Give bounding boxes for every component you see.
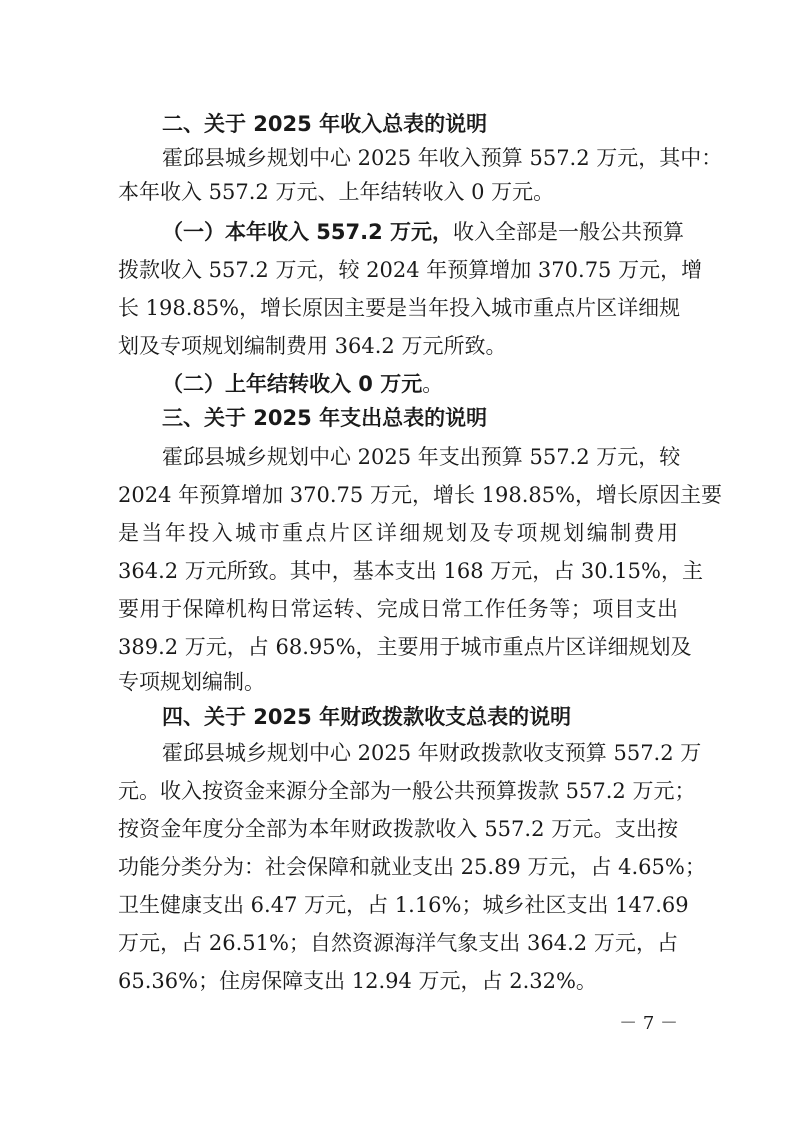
page-number: － 7 －	[619, 1013, 678, 1034]
paragraph-line: 要用于保障机构日常运转、完成日常工作任务等；项目支出	[118, 597, 678, 621]
paragraph-line: 本年收入 557.2 万元、上年结转收入 0 万元。	[118, 180, 555, 204]
paragraph-line: 长 198.85%，增长原因主要是当年投入城市重点片区详细规	[118, 296, 681, 320]
paragraph-line: 霍邱县城乡规划中心 2025 年收入预算 557.2 万元，其中：	[162, 146, 723, 170]
paragraph-text: 收入全部是一般公共预算	[453, 220, 685, 244]
paragraph-line: 2024 年预算增加 370.75 万元，增长 198.85%，增长原因主要	[118, 483, 723, 507]
subheading-current-year-income: （一）本年收入 557.2 万元，	[162, 220, 454, 244]
paragraph-line: 霍邱县城乡规划中心 2025 年支出预算 557.2 万元，较	[162, 445, 681, 469]
paragraph-line	[162, 367, 678, 401]
paragraph-line: 拨款收入 557.2 万元，较 2024 年预算增加 370.75 万元，增	[118, 258, 703, 282]
paragraph-line: 按资金年度分全部为本年财政拨款收入 557.2 万元。支出按	[118, 817, 678, 841]
paragraph-text: 。	[422, 372, 444, 396]
subheading-carryover-income: （二）上年结转收入 0 万元	[162, 372, 423, 396]
paragraph-line: 卫生健康支出 6.47 万元，占 1.16%；城乡社区支出 147.69	[118, 893, 689, 917]
paragraph-line: 划及专项规划编制费用 364.2 万元所致。	[118, 334, 507, 358]
paragraph-line: 专项规划编制。	[118, 670, 265, 694]
paragraph-line: 元。收入按资金来源分全部为一般公共预算拨款 557.2 万元；	[118, 779, 696, 803]
paragraph-line: 万元，占 26.51%；自然资源海洋气象支出 364.2 万元，占	[118, 931, 678, 955]
section-heading-expenditure-summary: 三、关于 2025 年支出总表的说明	[162, 406, 488, 430]
section-heading-fiscal-appropriation-summary: 四、关于 2025 年财政拨款收支总表的说明	[162, 705, 572, 729]
paragraph-line: 功能分类分为：社会保障和就业支出 25.89 万元，占 4.65%；	[118, 855, 706, 879]
paragraph-line: 霍邱县城乡规划中心 2025 年财政拨款收支预算 557.2 万	[162, 741, 702, 765]
paragraph-line: 是当年投入城市重点片区详细规划及专项规划编制费用	[118, 521, 678, 545]
section-heading-income-summary: 二、关于 2025 年收入总表的说明	[162, 112, 488, 136]
paragraph-line	[162, 215, 685, 249]
paragraph-line: 364.2 万元所致。其中，基本支出 168 万元，占 30.15%，主	[118, 559, 703, 583]
paragraph-line: 65.36%；住房保障支出 12.94 万元，占 2.32%。	[118, 969, 597, 993]
paragraph-line: 389.2 万元，占 68.95%，主要用于城市重点片区详细规划及	[118, 635, 692, 659]
